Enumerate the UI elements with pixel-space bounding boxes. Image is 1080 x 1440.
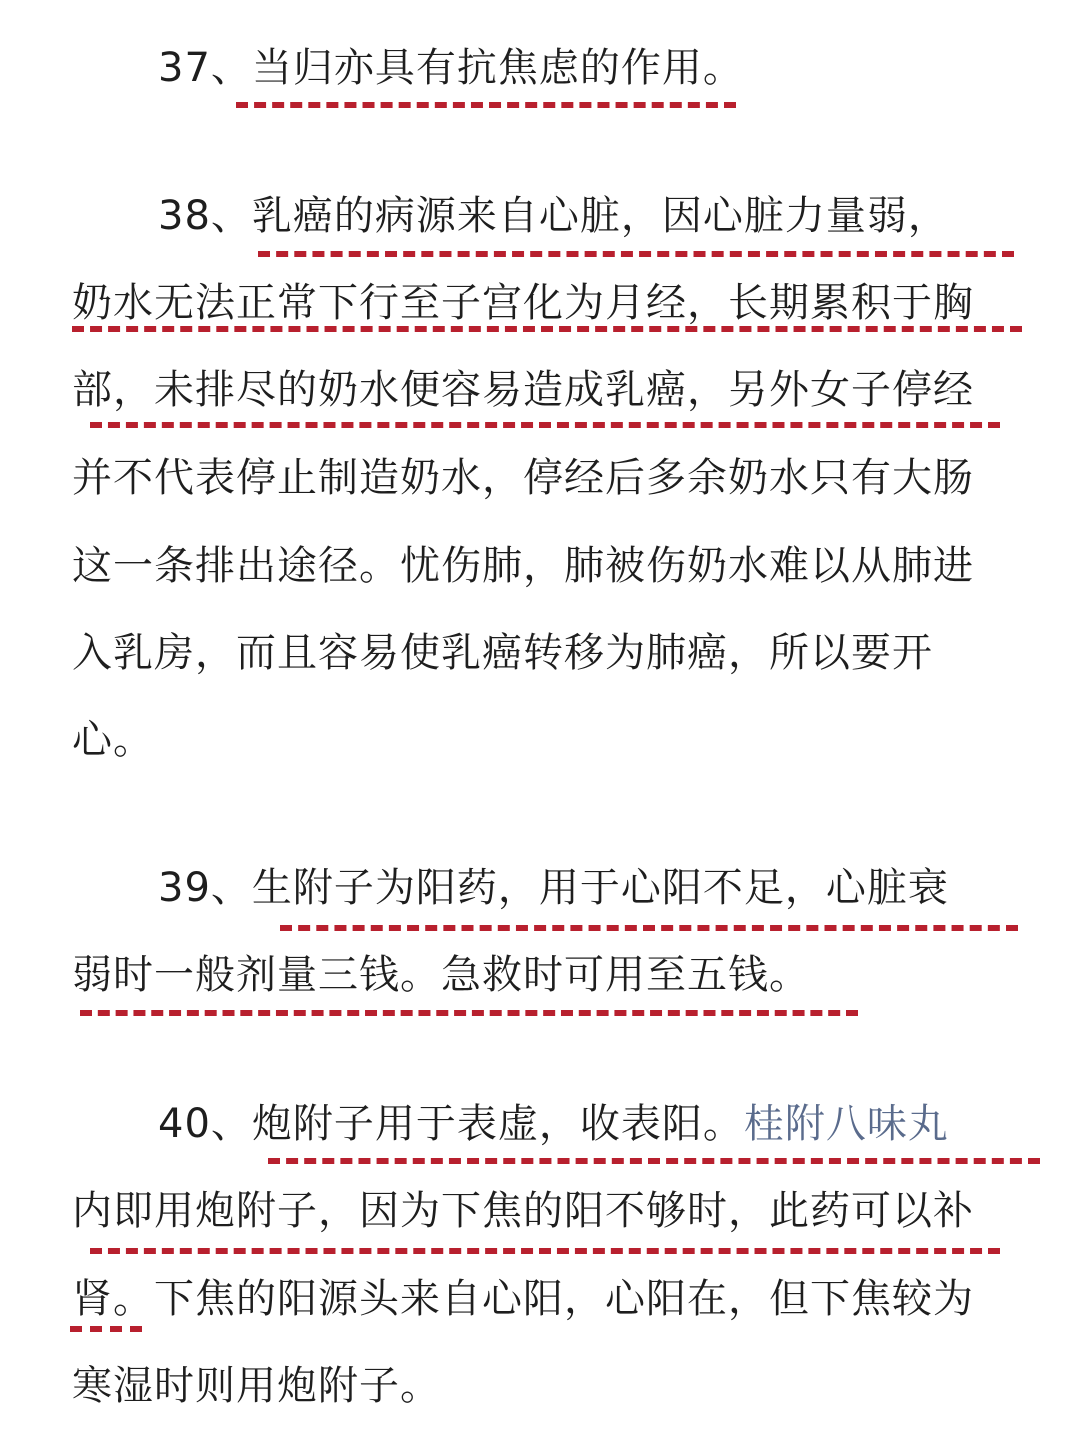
highlight-underline	[72, 326, 1022, 332]
formula-link[interactable]: 桂附八味丸	[743, 1101, 949, 1147]
item-39-line-1: 39、生附子为阳药，用于心阳不足，心脏衰	[158, 865, 949, 911]
item-40-line-1-text: 40、炮附子用于表虚，收表阳。	[158, 1101, 744, 1147]
item-38-line-7: 心。	[72, 717, 154, 763]
item-38-line-6: 入乳房，而且容易使乳癌转移为肺癌，所以要开	[72, 630, 933, 676]
highlight-underline	[280, 925, 1018, 931]
item-38-line-2: 奶水无法正常下行至子宫化为月经，长期累积于胸	[72, 280, 974, 326]
item-39-line-2: 弱时一般剂量三钱。急救时可用至五钱。	[72, 952, 810, 998]
highlight-underline	[90, 1248, 1000, 1254]
item-38-line-4: 并不代表停止制造奶水，停经后多余奶水只有大肠	[72, 455, 974, 501]
highlight-underline	[70, 1326, 142, 1332]
item-38-line-5: 这一条排出途径。忧伤肺，肺被伤奶水难以从肺进	[72, 543, 974, 589]
highlight-underline	[80, 1010, 858, 1016]
item-38-line-1: 38、乳癌的病源来自心脏，因心脏力量弱，	[158, 193, 949, 239]
item-37-line-1: 37、当归亦具有抗焦虑的作用。	[158, 45, 744, 91]
item-38-line-3: 部，未排尽的奶水便容易造成乳癌，另外女子停经	[72, 367, 974, 413]
highlight-underline	[90, 422, 1000, 428]
highlight-underline	[268, 1158, 1040, 1164]
item-40-line-1	[158, 1096, 949, 1152]
highlight-underline	[236, 102, 736, 108]
item-40-line-4: 寒湿时则用炮附子。	[72, 1363, 441, 1409]
highlight-underline	[258, 251, 1014, 257]
item-40-line-3: 肾。下焦的阳源头来自心阳，心阳在，但下焦较为	[72, 1276, 974, 1322]
item-40-line-2: 内即用炮附子，因为下焦的阳不够时，此药可以补	[72, 1188, 974, 1234]
